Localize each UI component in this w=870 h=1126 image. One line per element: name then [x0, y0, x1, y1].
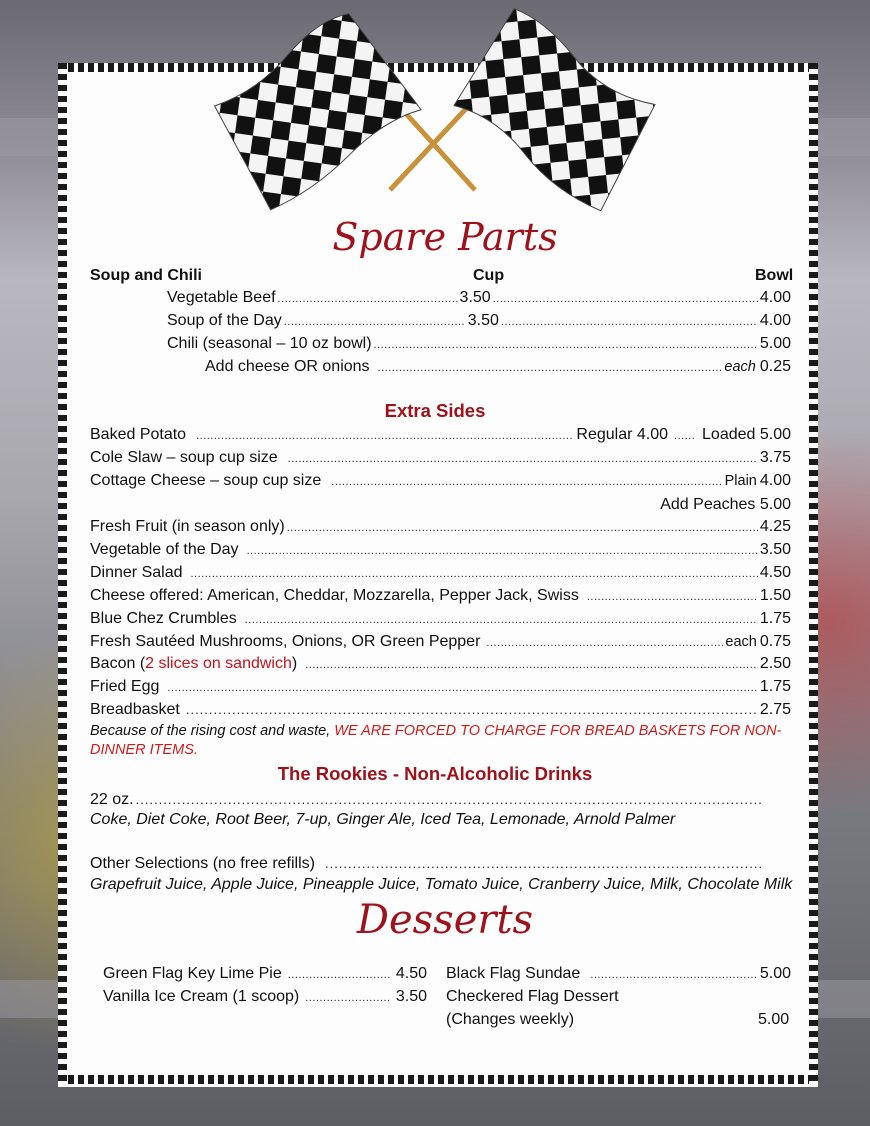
dessert-item [103, 964, 427, 985]
item-name: Baked Potato [90, 426, 187, 443]
dessert-item-name: Checkered Flag Dessert [446, 988, 619, 1005]
leader-dots [378, 358, 723, 378]
leader-dots [325, 854, 763, 874]
drink-size: 22 oz. [90, 791, 134, 808]
dessert-item-sub: (Changes weekly) [446, 1011, 575, 1028]
leader-dots [186, 700, 758, 720]
item-price: 1.50 [759, 587, 791, 604]
leader-dots [247, 541, 758, 561]
leader-dots [278, 289, 458, 309]
item-name: Dinner Salad [90, 564, 183, 581]
menu-item [167, 288, 791, 309]
item-price-loaded: Loaded 5.00 [702, 426, 791, 443]
menu-item [90, 563, 791, 584]
section-heading-drinks: The Rookies - Non-Alcoholic Drinks [277, 763, 593, 784]
item-price: 2.50 [759, 655, 791, 672]
item-price-bowl: 5.00 [759, 335, 791, 352]
desserts-title: Desserts [356, 897, 534, 943]
item-name: Soup of the Day [167, 312, 282, 329]
dessert-item-price: 5.00 [758, 1011, 790, 1028]
item-name: Blue Chez Crumbles [90, 610, 237, 627]
menu-item [90, 677, 791, 698]
item-price: 4.00 [759, 472, 791, 489]
item-name: Chili (seasonal – 10 oz bowl) [167, 335, 372, 352]
item-name: Cole Slaw – soup cup size [90, 449, 278, 466]
leader-dots [288, 449, 758, 469]
item-price: 3.75 [759, 449, 791, 466]
item-price: 1.75 [759, 610, 791, 627]
other-selections-row [90, 854, 765, 874]
item-price-regular: Regular 4.00 [576, 426, 669, 443]
menu-item [90, 700, 791, 720]
item-price: 5.00 [759, 965, 791, 982]
item-price: 0.75 [759, 633, 791, 650]
menu-item [90, 609, 791, 630]
price-prefix: Plain [724, 473, 757, 489]
drink-size-row [90, 790, 765, 810]
item-name: Add cheese OR onions [205, 358, 370, 375]
soup-heading: Soup and Chili [90, 267, 202, 284]
item-name-text: Bacon ( [90, 655, 146, 672]
menu-item [90, 517, 791, 538]
page-title: Spare Parts [332, 215, 558, 259]
item-name: Green Flag Key Lime Pie [103, 965, 282, 982]
leader-dots [196, 426, 574, 446]
menu-item [90, 654, 791, 675]
item-name: Fresh Sautéed Mushrooms, Onions, OR Green Pepper [90, 633, 481, 650]
leader-dots [486, 633, 723, 653]
leader-dots [305, 988, 390, 1008]
leader-dots [191, 564, 758, 584]
price-prefix: each [724, 359, 756, 375]
dessert-item [446, 964, 791, 985]
note-warning: WE ARE FORCED TO CHARGE FOR BREAD BASKETS FOR NON-DINNER ITEMS. [90, 723, 782, 758]
leader-dots [493, 289, 758, 309]
checkered-flags-icon [185, 0, 675, 225]
leader-dots [501, 312, 758, 332]
bread-basket-note [90, 722, 795, 760]
item-name: Fresh Fruit (in season only) [90, 518, 285, 535]
item-name: Cottage Cheese – soup cup size [90, 472, 322, 489]
menu-item [90, 586, 791, 607]
menu-item [90, 632, 791, 653]
leader-dots [674, 426, 696, 446]
menu-item [90, 448, 791, 469]
drink-list: Grapefruit Juice, Apple Juice, Pineapple Juice, Tomato Juice, Cranberry Juice, Milk, Chocolate Milk [90, 876, 793, 893]
other-selections: Other Selections (no free refills) [90, 855, 315, 872]
item-name [90, 654, 297, 674]
item-price-cup: 3.50 [459, 289, 491, 306]
leader-dots [587, 587, 758, 607]
item-name: Fried Egg [90, 678, 160, 695]
item-name: Breadbasket [90, 701, 180, 718]
leader-dots [331, 472, 722, 492]
item-name: Vegetable of the Day [90, 541, 239, 558]
leader-dots [590, 965, 758, 985]
note-text: Because of the rising cost and waste, [90, 723, 335, 739]
checkered-border-bottom [58, 1075, 818, 1084]
leader-dots [245, 610, 758, 630]
section-heading-extra-sides: Extra Sides [384, 400, 486, 421]
item-note: 2 slices on sandwich [145, 655, 292, 672]
item-name: Vanilla Ice Cream (1 scoop) [103, 988, 300, 1005]
item-name: Cheese offered: American, Cheddar, Mozzarella, Pepper Jack, Swiss [90, 587, 579, 604]
menu-item [205, 357, 791, 378]
cup-column-label: Cup [473, 267, 505, 284]
item-price: 4.50 [395, 965, 427, 982]
item-price: 1.75 [759, 678, 791, 695]
item-price-cup: 3.50 [467, 312, 499, 329]
drink-list: Coke, Diet Coke, Root Beer, 7-up, Ginger Ale, Iced Tea, Lemonade, Arnold Palmer [90, 811, 676, 828]
add-peaches-price: Add Peaches 5.00 [660, 496, 791, 513]
item-price: 3.50 [759, 541, 791, 558]
item-price-bowl: 4.00 [759, 289, 791, 306]
menu-item [90, 540, 791, 561]
leader-dots [288, 965, 390, 985]
item-price: 0.25 [759, 358, 791, 375]
item-price: 3.50 [395, 988, 427, 1005]
item-name: Black Flag Sundae [446, 965, 581, 982]
item-name: Vegetable Beef [167, 289, 276, 306]
item-price: 4.50 [759, 564, 791, 581]
item-price: 2.75 [759, 701, 791, 718]
item-name-close: ) [291, 655, 298, 672]
leader-dots [136, 790, 763, 810]
item-price: 4.25 [759, 518, 791, 535]
leader-dots [287, 518, 758, 538]
menu-item [90, 471, 791, 492]
item-price-bowl: 4.00 [759, 312, 791, 329]
bowl-column-label: Bowl [755, 267, 794, 284]
leader-dots [374, 335, 758, 355]
leader-dots [305, 655, 758, 675]
leader-dots [284, 312, 466, 332]
leader-dots [167, 678, 757, 698]
price-prefix: each [725, 634, 757, 650]
menu-item [167, 334, 791, 355]
dessert-item [103, 987, 427, 1008]
menu-item [167, 311, 791, 332]
menu-item [90, 425, 791, 446]
